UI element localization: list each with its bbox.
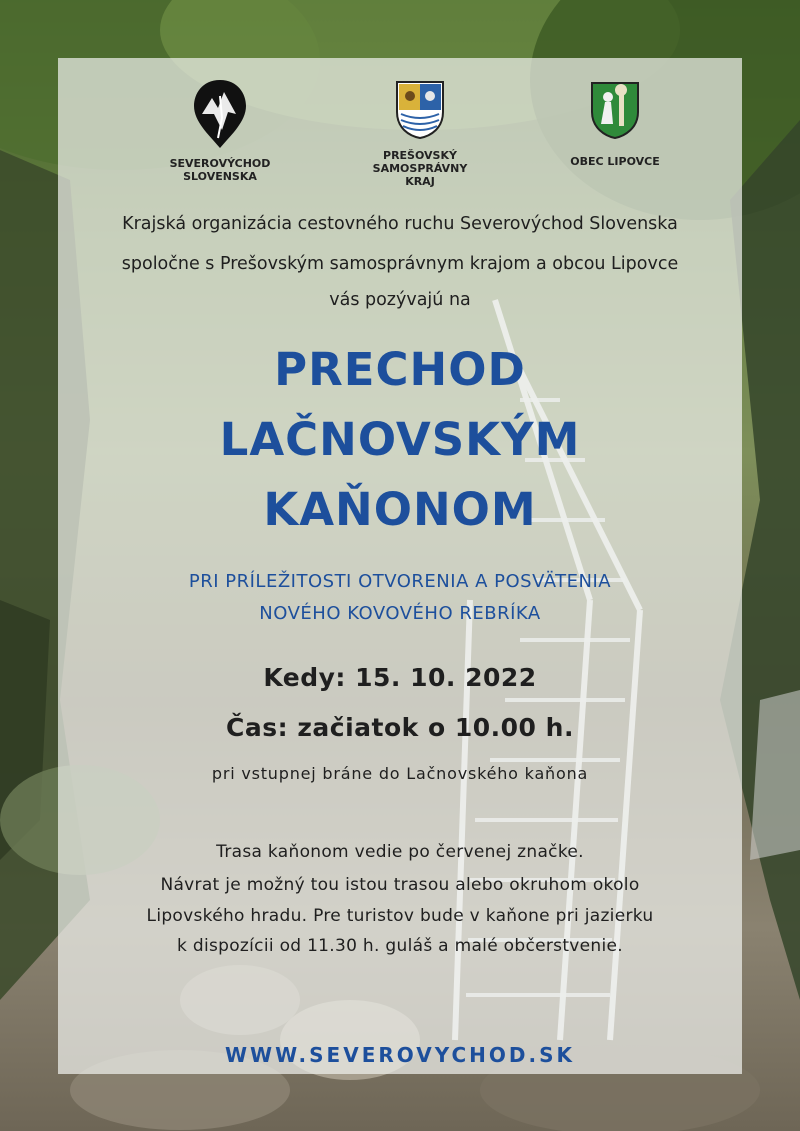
- intro-line-3: vás pozývajú na: [329, 290, 471, 310]
- logo-presov-line1: PREŠOVSKÝ: [383, 149, 457, 162]
- event-time: Čas: začiatok o 10.00 h.: [226, 713, 574, 742]
- website-link[interactable]: WWW.SEVEROVYCHOD.SK: [225, 1043, 575, 1067]
- lipovce-coat-of-arms-icon: [589, 80, 641, 140]
- logo-severovychod-line2: SLOVENSKA: [183, 170, 257, 183]
- subtitle-line-1: PRI PRÍLEŽITOSTI OTVORENIA A POSVÄTENIA: [188, 571, 612, 592]
- presov-region-coat-of-arms-icon: [393, 78, 447, 140]
- details-line-2: Návrat je možný tou istou trasou alebo okruhom okolo: [160, 875, 640, 895]
- details-line-3: Lipovského hradu. Pre turistov bude v kaňone pri jazierku: [146, 906, 654, 926]
- severovychod-logo-icon: [192, 78, 248, 150]
- title-line-2: LAČNOVSKÝM: [219, 413, 581, 466]
- logo-presov-region: [355, 78, 485, 188]
- logo-severovychod: [150, 78, 290, 183]
- details-line-4: k dispozícii od 11.30 h. guláš a malé občerstvenie.: [177, 936, 623, 956]
- intro-line-2: spoločne s Prešovským samosprávnym krajom a obcou Lipovce: [121, 254, 679, 274]
- logo-lipovce: [560, 80, 670, 168]
- event-date: Kedy: 15. 10. 2022: [263, 663, 537, 692]
- details-line-1: Trasa kaňonom vedie po červenej značke.: [216, 842, 584, 862]
- title-line-1: PRECHOD: [274, 343, 526, 396]
- logo-presov-line2: SAMOSPRÁVNY: [372, 162, 468, 175]
- event-place: pri vstupnej bráne do Lačnovského kaňona: [211, 764, 589, 783]
- title-line-3: KAŇONOM: [263, 483, 537, 536]
- logo-severovychod-line1: SEVEROVÝCHOD: [169, 157, 271, 170]
- intro-line-1: Krajská organizácia cestovného ruchu Severovýchod Slovenska: [122, 214, 678, 234]
- logo-lipovce-line1: OBEC LIPOVCE: [570, 155, 660, 168]
- logo-presov-line3: KRAJ: [405, 175, 435, 188]
- subtitle-line-2: NOVÉHO KOVOVÉHO REBRÍKA: [259, 603, 541, 624]
